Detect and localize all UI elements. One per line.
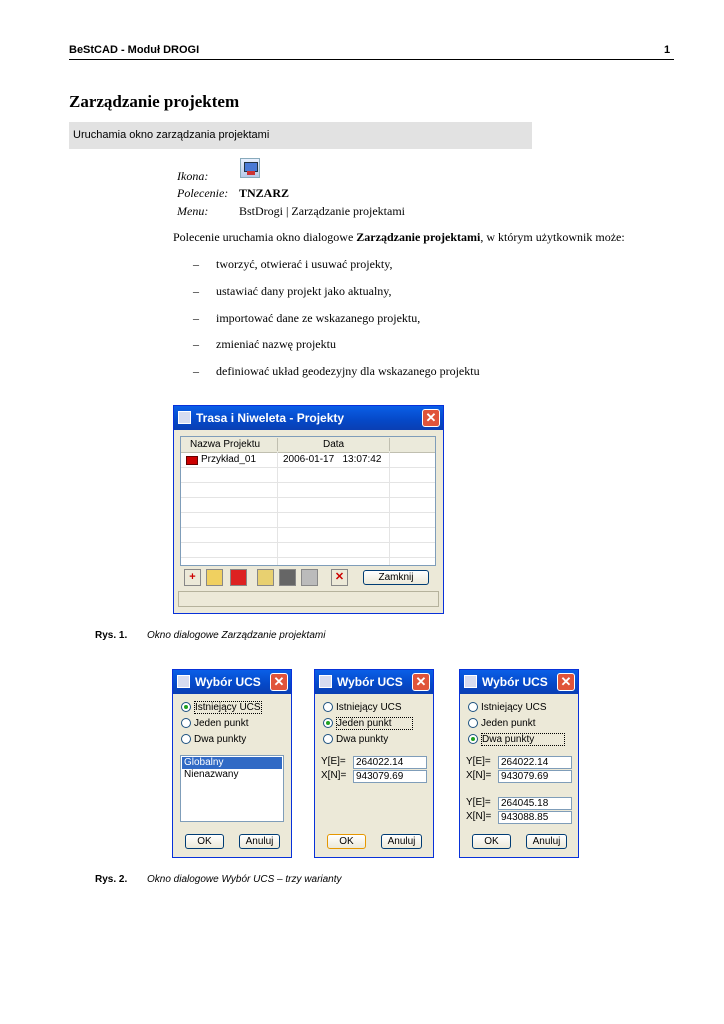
ucs-dialog-3 [459, 669, 579, 858]
radio-dot-icon [468, 734, 478, 744]
radio-label: Dwa punkty [194, 734, 247, 745]
radio-label: Jeden punkt [336, 717, 413, 730]
radio-dot-icon [323, 734, 333, 744]
menu-value: BstDrogi | Zarządzanie projektami [239, 204, 406, 218]
radio-existing-ucs[interactable] [468, 701, 547, 714]
icon-label: Ikona: [177, 169, 209, 183]
ok-button[interactable]: OK [185, 834, 224, 849]
radio-dot-icon [181, 718, 191, 728]
radio-label: Dwa punkty [481, 733, 565, 746]
ucs-dialog-2 [314, 669, 434, 858]
open-icon[interactable] [257, 569, 274, 586]
radio-label: Istniejący UCS [195, 702, 261, 713]
radio-dot-icon [181, 734, 191, 744]
radio-existing-ucs[interactable] [181, 701, 262, 714]
app-icon [319, 675, 332, 688]
lead-box: Uruchamia okno zarządzania projektami [69, 122, 532, 149]
y-input[interactable]: 264022.14 [498, 756, 572, 769]
app-icon [464, 675, 477, 688]
y2-input[interactable]: 264045.18 [498, 797, 572, 810]
y-label: Y[E]= [466, 797, 491, 808]
cell-date: 2006-01-17 13:07:42 [283, 454, 382, 465]
x2-input[interactable]: 943088.85 [498, 811, 572, 824]
close-icon[interactable]: ✕ [557, 673, 575, 691]
close-button[interactable]: Zamknij [363, 570, 429, 585]
dialog-title: Wybór UCS [195, 675, 261, 689]
y-label: Y[E]= [466, 756, 491, 767]
close-icon[interactable]: ✕ [412, 673, 430, 691]
figure-number: Rys. 2. [95, 874, 128, 885]
x-label: X[N]= [321, 770, 347, 781]
intro-paragraph [173, 230, 625, 245]
header-rule [69, 59, 674, 60]
radio-dot-icon [468, 702, 478, 712]
close-icon[interactable]: ✕ [270, 673, 288, 691]
y-input[interactable]: 264022.14 [353, 756, 427, 769]
status-bar [178, 591, 439, 607]
ucs-list[interactable] [180, 755, 284, 822]
header-title: BeStCAD - Moduł DROGI [69, 44, 200, 56]
delete-icon[interactable]: ✕ [331, 569, 348, 586]
save-icon[interactable] [279, 569, 296, 586]
x-label: X[N]= [466, 770, 492, 781]
figure-caption: Okno dialogowe Wybór UCS – trzy warianty [147, 874, 342, 885]
radio-label: Istniejący UCS [336, 702, 402, 713]
figure-caption: Okno dialogowe Zarządzanie projektami [147, 630, 326, 641]
folder-icon [186, 456, 198, 465]
app-icon [178, 411, 191, 424]
radio-label: Istniejący UCS [481, 702, 547, 713]
bullet-dash: – [193, 364, 199, 378]
radio-label: Jeden punkt [481, 718, 536, 729]
ok-button[interactable]: OK [327, 834, 366, 849]
radio-dot-icon [468, 718, 478, 728]
dialog-titlebar [173, 670, 291, 694]
section-heading: Zarządzanie projektem [69, 92, 240, 111]
radio-dot-icon [323, 718, 333, 728]
cancel-button[interactable]: Anuluj [526, 834, 567, 849]
ok-button[interactable]: OK [472, 834, 511, 849]
dialog-titlebar [460, 670, 578, 694]
radio-two-points[interactable] [323, 733, 388, 746]
bullet-dash: – [193, 257, 199, 271]
cell-project-name: Przykład_01 [201, 454, 257, 465]
clipboard-icon[interactable] [301, 569, 318, 586]
page-number: 1 [664, 44, 671, 56]
add-icon[interactable]: + [184, 569, 201, 586]
radio-two-points[interactable] [468, 733, 565, 746]
projects-dialog [173, 405, 444, 614]
radio-one-point[interactable] [323, 717, 413, 730]
list-item[interactable]: Nienazwany [184, 769, 239, 780]
radio-dot-icon [323, 702, 333, 712]
command-value: TNZARZ [239, 186, 290, 200]
list-item: ustawiać dany projekt jako aktualny, [216, 284, 392, 298]
list-item: definiować układ geodezyjny dla wskazanego projektu [216, 364, 480, 378]
x-input[interactable]: 943079.69 [498, 770, 572, 783]
dialog-title: Trasa i Niweleta - Projekty [196, 411, 345, 425]
ucs-dialog-1 [172, 669, 292, 858]
list-item: tworzyć, otwierać i usuwać projekty, [216, 257, 393, 271]
command-label: Polecenie: [177, 186, 229, 200]
dialog-title: Wybór UCS [337, 675, 403, 689]
radio-two-points[interactable] [181, 733, 246, 746]
close-icon[interactable]: ✕ [422, 409, 440, 427]
radio-one-point[interactable] [181, 717, 249, 730]
folder-icon[interactable] [230, 569, 247, 586]
intro-text: Polecenie uruchamia okno dialogowe [173, 230, 357, 244]
dialog-titlebar [174, 406, 443, 430]
column-header-name[interactable]: Nazwa Projektu [190, 439, 261, 450]
x-label: X[N]= [466, 811, 492, 822]
cancel-button[interactable]: Anuluj [239, 834, 280, 849]
app-icon [177, 675, 190, 688]
intro-bold: Zarządzanie projektami [356, 230, 481, 244]
bullet-dash: – [193, 311, 199, 325]
projects-table[interactable] [180, 436, 436, 566]
open-folder-icon[interactable] [206, 569, 223, 586]
figure-number: Rys. 1. [95, 630, 128, 641]
project-manager-icon [240, 158, 260, 178]
menu-label: Menu: [177, 204, 209, 218]
table-header [181, 437, 435, 453]
dialog-titlebar [315, 670, 433, 694]
radio-label: Dwa punkty [336, 734, 389, 745]
list-item: importować dane ze wskazanego projektu, [216, 311, 421, 325]
list-item[interactable]: Globalny [182, 757, 282, 769]
radio-one-point[interactable] [468, 717, 536, 730]
list-item: zmieniać nazwę projektu [216, 337, 336, 351]
radio-existing-ucs[interactable] [323, 701, 402, 714]
radio-label: Jeden punkt [194, 718, 249, 729]
x-input[interactable]: 943079.69 [353, 770, 427, 783]
dialog-title: Wybór UCS [482, 675, 548, 689]
bullet-dash: – [193, 284, 199, 298]
radio-dot-icon [181, 702, 191, 712]
cancel-button[interactable]: Anuluj [381, 834, 422, 849]
intro-text-end: , w którym użytkownik może: [480, 230, 625, 244]
y-label: Y[E]= [321, 756, 346, 767]
table-row[interactable] [181, 454, 435, 467]
column-header-date[interactable]: Data [323, 439, 345, 450]
bullet-dash: – [193, 337, 199, 351]
